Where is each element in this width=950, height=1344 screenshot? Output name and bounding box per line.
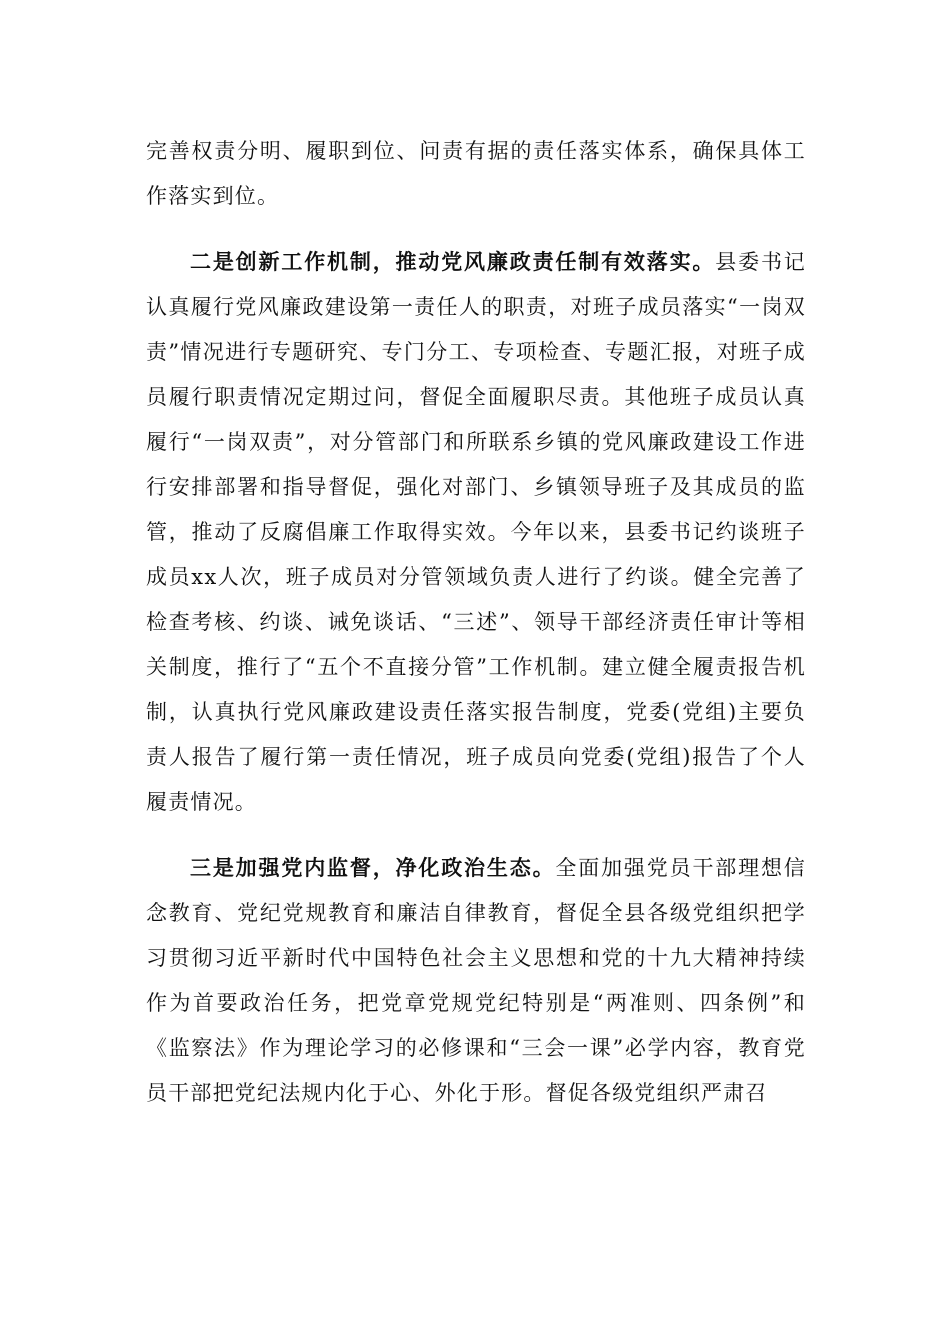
paragraph-continuation: [146, 129, 806, 219]
paragraph-text: 完善权责分明、履职到位、问责有据的责任落实体系，确保具体工作落实到位。: [146, 139, 806, 208]
paragraph-heading: 三是加强党内监督，净化政治生态。: [190, 855, 556, 880]
paragraph-text: 县委书记认真履行党风廉政建设第一责任人的职责，对班子成员落实“一岗双责”情况进行专题研究、专门分工、专项检查、专题汇报，对班子成员履行职责情况定期过问，督促全面履职尽责。其他班子成员认真履行“一岗双责”，对分管部门和所联系乡镇的党风廉政建设工作进行安排部署和指导督促，强化对部门、乡镇领导班子及其成员的监管，推动了反腐倡廉工作取得实效。今年以来，县委书记约谈班子成员xx人次，班子成员对分管领域负责人进行了约谈。健全完善了检查考核、约谈、诫免谈话、“三述”、领导干部经济责任审计等相关制度，推行了“五个不直接分管”工作机制。建立健全履责报告机制，认真执行党风廉政建设责任落实报告制度，党委(党组)主要负责人报告了履行第一责任情况，班子成员向党委(党组)报告了个人履责情况。: [146, 250, 806, 814]
paragraph-text: 全面加强党员干部理想信念教育、党纪党规教育和廉洁自律教育，督促全县各级党组织把学习贯彻习近平新时代中国特色社会主义思想和党的十九大精神持续作为首要政治任务，把党章党规党纪特别是“两准则、四条例”和《监察法》作为理论学习的必修课和“三会一课”必学内容，教育党员干部把党纪法规内化于心、外化于形。督促各级党组织严肃召: [146, 856, 807, 1105]
paragraph-heading: 二是创新工作机制，推动党风廉政责任制有效落实。: [190, 249, 716, 274]
paragraph-work-mechanism: [146, 239, 806, 825]
document-body: [146, 129, 806, 1116]
paragraph-party-supervision: [146, 845, 806, 1116]
